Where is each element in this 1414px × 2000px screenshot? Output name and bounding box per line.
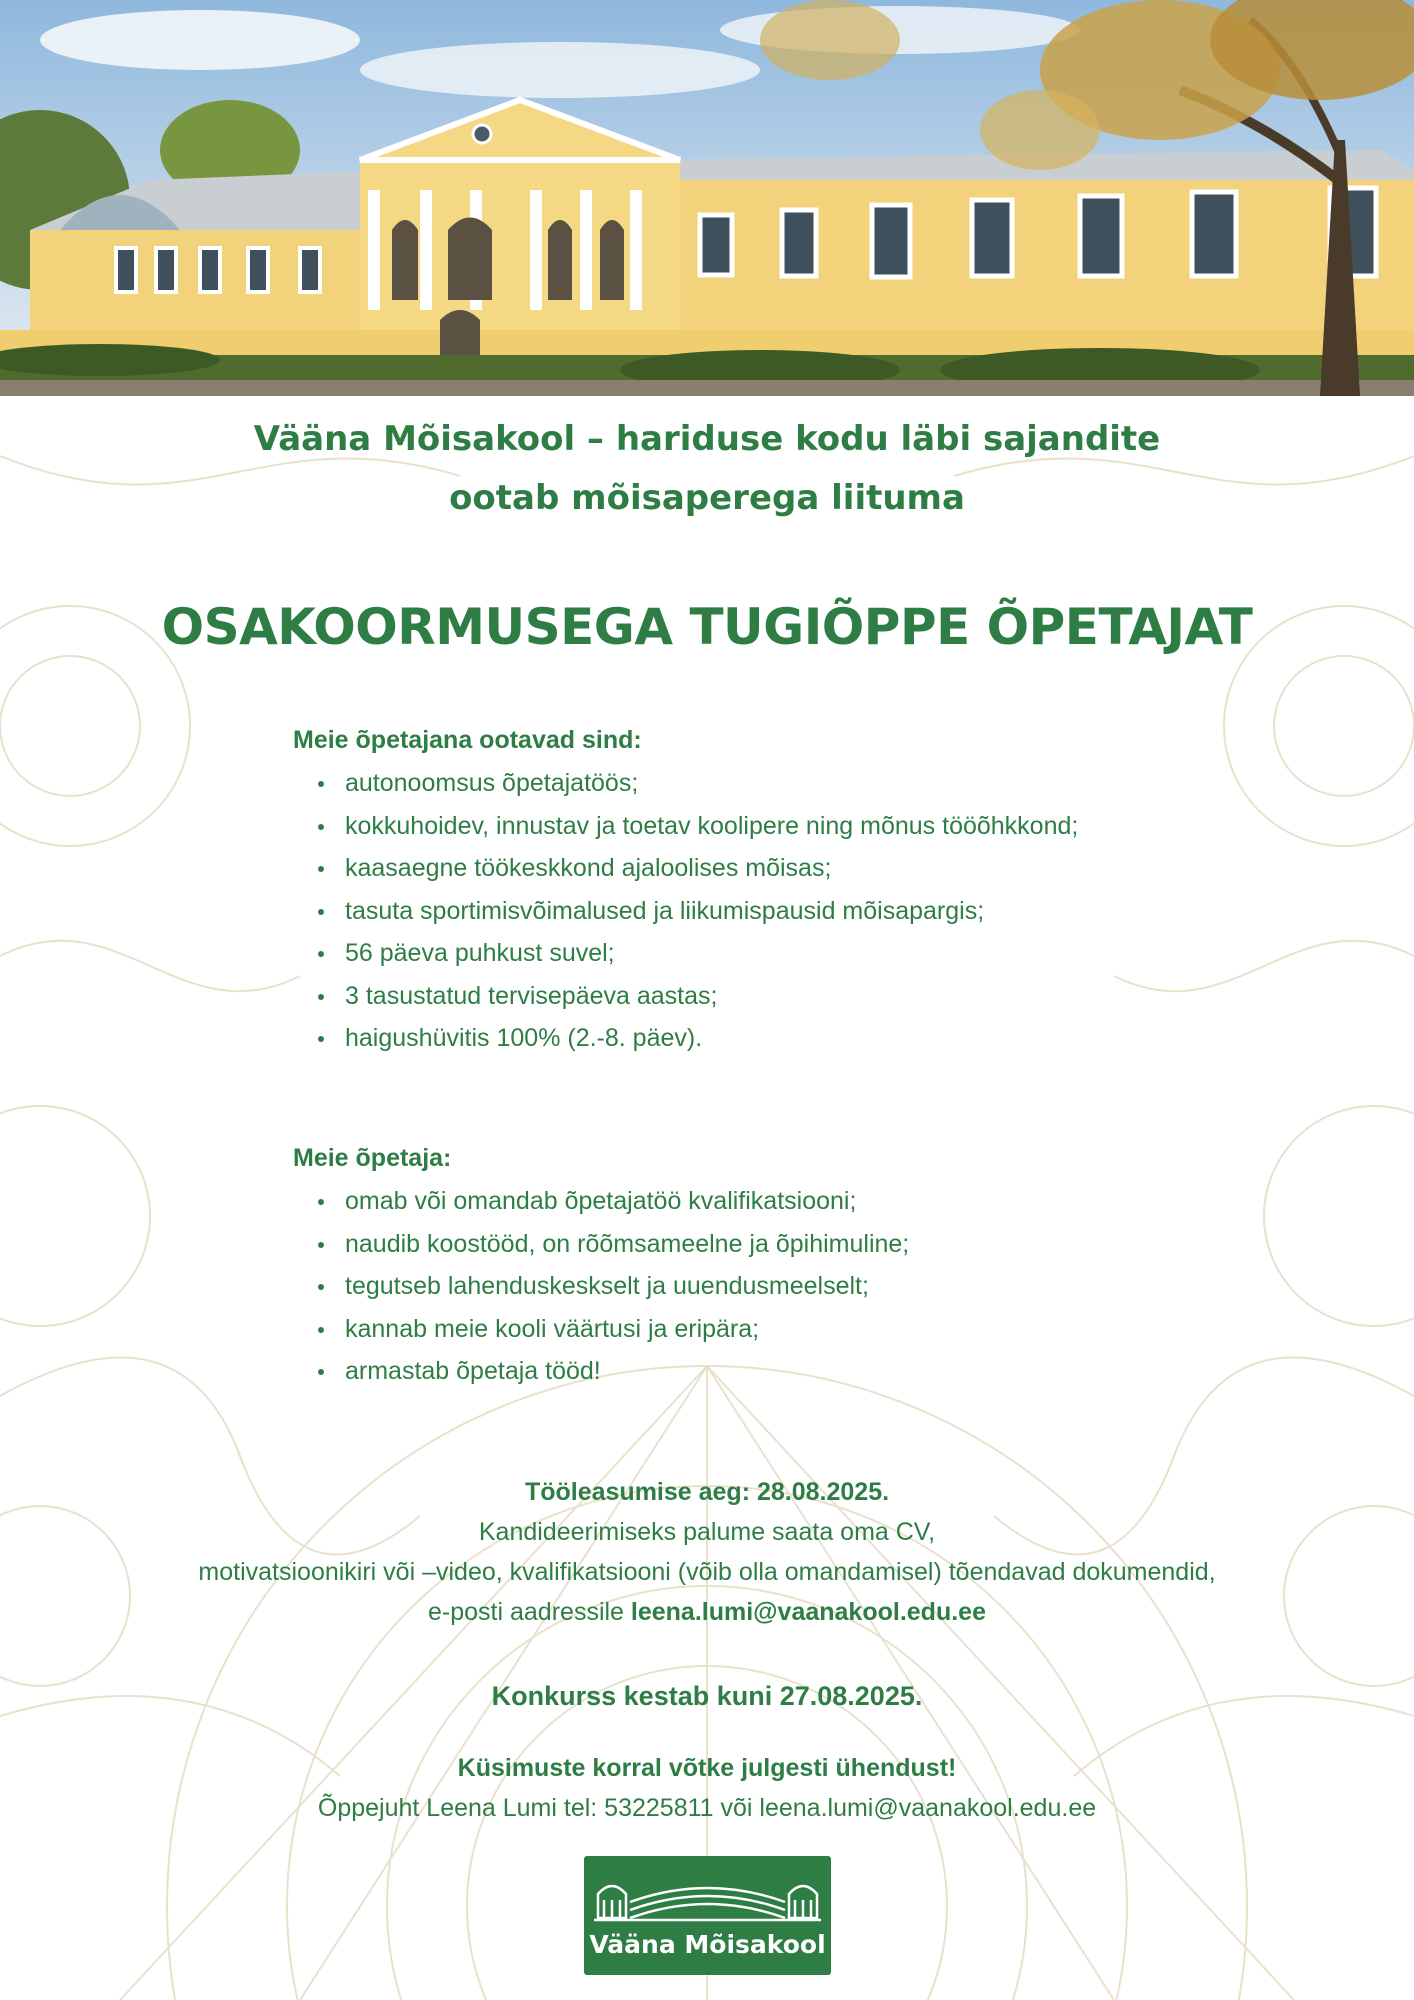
- start-date: Tööleasumise aeg: 28.08.2025.: [524, 1478, 890, 1506]
- contact-info: [0, 1748, 1414, 1828]
- hero-photo: [0, 0, 1414, 396]
- list-item: 3 tasustatud tervisepäeva aastas;: [293, 975, 1253, 1018]
- tagline-line-1: Vääna Mõisakool – hariduse kodu läbi sajandite: [253, 419, 1161, 459]
- list-item: kaasaegne töökeskkond ajaloolises mõisas;: [293, 847, 1253, 890]
- deadline-text: Konkurss kestab kuni 27.08.2025.: [491, 1681, 923, 1711]
- apply-line-1: Kandideerimiseks palume saata oma CV,: [478, 1518, 936, 1546]
- offer-list: [293, 762, 1253, 1060]
- requirements-section: [293, 1140, 1253, 1393]
- tagline: [0, 410, 1414, 528]
- apply-line-3-prefix: e-posti aadressile: [428, 1598, 631, 1626]
- tagline-line-2: ootab mõisaperega liituma: [449, 478, 965, 518]
- list-item: haigushüvitis 100% (2.-8. päev).: [293, 1017, 1253, 1060]
- list-item: 56 päeva puhkust suvel;: [293, 932, 1253, 975]
- list-item: kokkuhoidev, innustav ja toetav koolipere ning mõnus tööõhkkond;: [293, 805, 1253, 848]
- list-item: omab või omandab õpetajatöö kvalifikatsiooni;: [293, 1180, 1253, 1223]
- list-item: naudib koostööd, on rõõmsameelne ja õpihimuline;: [293, 1223, 1253, 1266]
- offer-section: [293, 722, 1253, 1060]
- job-title: OSAKOORMUSEGA TUGIÕPPE ÕPETAJAT: [161, 598, 1253, 656]
- contact-line: Õppejuht Leena Lumi tel: 53225811 või leena.lumi@vaanakool.edu.ee: [317, 1794, 1097, 1822]
- deadline: [0, 1676, 1414, 1716]
- logo-text: Vääna Mõisakool: [589, 1930, 826, 1959]
- list-item: tasuta sportimisvõimalused ja liikumispausid mõisapargis;: [293, 890, 1253, 933]
- contact-heading: Küsimuste korral võtke julgesti ühendust!: [457, 1754, 957, 1782]
- requirements-heading: Meie õpetaja:: [293, 1144, 452, 1172]
- apply-line-2: motivatsioonikiri või –video, kvalifikatsiooni (võib olla omandamisel) tõendavad dokumendid,: [198, 1558, 1216, 1586]
- offer-heading: Meie õpetajana ootavad sind:: [293, 726, 642, 754]
- email-link[interactable]: leena.lumi@vaanakool.edu.ee: [630, 1598, 986, 1626]
- school-logo: [584, 1856, 831, 1975]
- list-item: tegutseb lahenduskeskselt ja uuendusmeelselt;: [293, 1265, 1253, 1308]
- list-item: autonoomsus õpetajatöös;: [293, 762, 1253, 805]
- apply-line-3: [0, 1592, 1414, 1632]
- application-info: [0, 1472, 1414, 1632]
- list-item: kannab meie kooli väärtusi ja eripära;: [293, 1308, 1253, 1351]
- list-item: armastab õpetaja tööd!: [293, 1350, 1253, 1393]
- requirements-list: [293, 1180, 1253, 1393]
